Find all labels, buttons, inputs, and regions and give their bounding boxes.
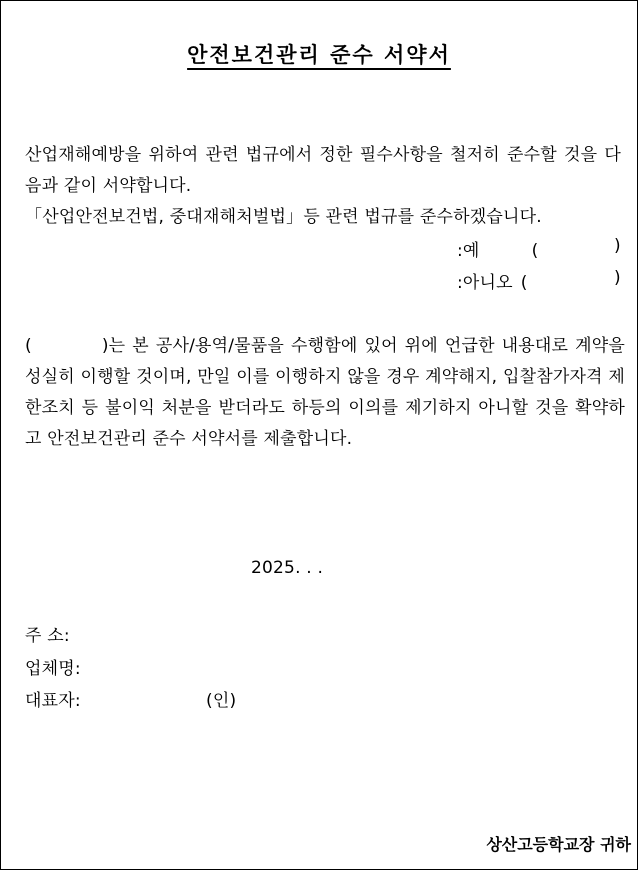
seal-mark: (인): [206, 691, 237, 711]
pledge-paragraph-2: [25, 331, 625, 455]
address-label: 주 소:: [25, 626, 70, 646]
yes-checkbox-close: ): [614, 236, 621, 256]
pledge-paragraph-1: [25, 140, 621, 233]
contractor-name-open: (: [25, 336, 32, 356]
addressee: 상산고등학교장 귀하: [486, 835, 631, 854]
pledge-laws-line: 「산업안전보건법, 중대재해처벌법」등 관련 법규를 준수하겠습니다.: [25, 207, 542, 227]
representative-label: 대표자:: [25, 691, 81, 711]
submission-date[interactable]: 2025. . .: [251, 558, 324, 578]
yes-option-label: :예 (: [457, 241, 539, 261]
title-text: 안전보건관리 준수 서약서: [187, 42, 451, 67]
pledge-paragraph-1-text: 산업재해예방을 위하여 관련 법규에서 정한 필수사항을 철저히 준수할 것을 다음과 같이 서약합니다.: [25, 145, 621, 196]
address-field[interactable]: [25, 621, 70, 646]
no-checkbox-close: ): [614, 268, 621, 288]
no-checkbox-open[interactable]: (: [520, 273, 528, 293]
company-field[interactable]: [25, 654, 81, 679]
pledge-paragraph-2-text: )는 본 공사/용역/물품을 수행함에 있어 위에 언급한 내용대로 계약을 성실히 이행할 것이며, 만일 이를 이행하지 않을 경우 계약해지, 입찰참가자격 제한조치 등 불이익 처분을 받더라도 하등의 이의를 제기하지 아니할 것을 확약하고 안전보건관리 준수 서약서를 제출합니다.: [25, 336, 625, 449]
document-title: [1, 39, 637, 69]
company-label: 업체명:: [25, 659, 81, 679]
no-option-label: :아니오 (: [457, 273, 528, 293]
representative-field[interactable]: [25, 686, 81, 711]
yes-checkbox-open[interactable]: (: [531, 241, 539, 261]
